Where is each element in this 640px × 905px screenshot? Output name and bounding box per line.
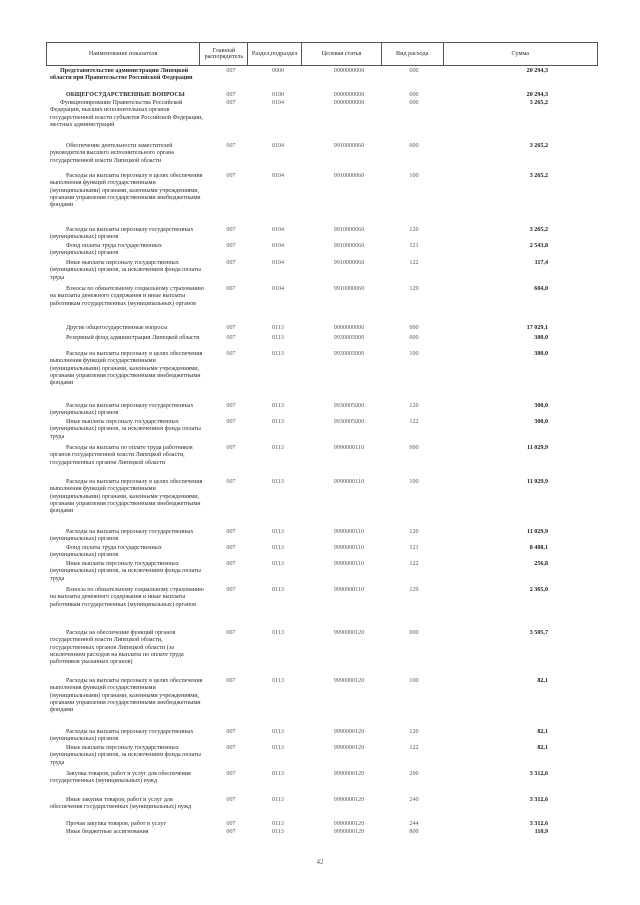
row-section: 0000 [271, 68, 285, 74]
row-sum: 11 029,9 [527, 479, 548, 485]
row-grbs: 007 [226, 227, 236, 233]
row-target: 9990000120 [333, 771, 365, 777]
row-section: 0113 [272, 419, 284, 425]
row-section: 0104 [271, 260, 285, 266]
row-exptype: 100 [409, 173, 419, 179]
header-name: Наименование показателя [47, 43, 200, 65]
row-sum: 3 265,2 [529, 173, 548, 179]
row-section: 0113 [272, 561, 284, 567]
row-sum: 2 365,0 [529, 587, 548, 593]
row-exptype: 120 [409, 227, 419, 233]
row-sum: 110,9 [534, 829, 548, 835]
row-section: 0113 [272, 479, 284, 485]
row-name: Расходы на выплаты персоналу государственных (муниципальных) органов [50, 227, 194, 241]
row-grbs: 007 [226, 286, 236, 292]
row-name: Расходы на выплаты персоналу государственных (муниципальных) органов [50, 529, 194, 543]
row-name: Расходы на выплаты по оплате труда работников органов государственной власти Липецкой области, государственных органов Липецкой области [50, 445, 193, 466]
row-sum: 20 294,3 [526, 68, 548, 74]
row-section: 0113 [272, 829, 284, 835]
row-target: 9930005000 [333, 335, 365, 341]
row-name: Закупка товаров, работ и услуг для обеспечения государственных (муниципальных) нужд [50, 771, 191, 785]
row-section: 0113 [272, 587, 284, 593]
row-sum: 604,0 [534, 286, 548, 292]
row-target: 9990000110 [333, 587, 365, 593]
row-target: 9990000110 [333, 561, 365, 567]
row-grbs: 007 [226, 445, 236, 451]
row-exptype: 120 [409, 729, 419, 735]
row-sum: 82,1 [537, 729, 548, 735]
row-target: 9910000060 [333, 260, 365, 266]
row-section: 0113 [272, 529, 284, 535]
row-target: 9910000060 [333, 243, 365, 249]
page-number: 42 [316, 858, 324, 866]
header-grbs: Главный распорядитель [200, 43, 248, 65]
row-exptype: 100 [409, 351, 419, 357]
row-grbs: 007 [226, 143, 236, 149]
row-grbs: 007 [226, 729, 236, 735]
row-name: ОБЩЕГОСУДАРСТВЕННЫЕ ВОПРОСЫ [66, 92, 185, 98]
row-grbs: 007 [226, 771, 236, 777]
row-exptype: 000 [409, 92, 419, 98]
row-sum: 3 312,6 [529, 771, 548, 777]
row-exptype: 129 [409, 587, 419, 593]
row-section: 0104 [271, 100, 285, 106]
row-name: Другие общегосударственные вопросы [66, 325, 168, 331]
row-name: Иные выплаты персоналу государственных (муниципальных) органов, за исключением фонда оплаты труда [50, 419, 201, 440]
row-sum: 82,1 [537, 745, 548, 751]
row-grbs: 007 [226, 529, 236, 535]
row-sum: 2 543,8 [529, 243, 548, 249]
row-target: 9990000110 [333, 445, 365, 451]
row-name: Иные выплаты персоналу государственных (муниципальных) органов, за исключением фонда оплаты труда [50, 561, 201, 582]
row-exptype: 240 [409, 797, 419, 803]
row-target: 9930005000 [333, 351, 365, 357]
row-sum: 117,4 [534, 260, 548, 266]
row-section: 0113 [272, 335, 284, 341]
row-target: 0000000000 [333, 100, 365, 106]
row-exptype: 000 [409, 100, 419, 106]
row-exptype: 000 [409, 445, 419, 451]
row-grbs: 007 [226, 243, 236, 249]
row-exptype: 122 [409, 419, 419, 425]
row-exptype: 800 [409, 829, 419, 835]
row-target: 0000000000 [333, 325, 365, 331]
row-target: 9990000120 [333, 745, 365, 751]
row-target: 9990000110 [333, 529, 365, 535]
row-sum: 300,0 [534, 403, 548, 409]
row-grbs: 007 [226, 419, 236, 425]
row-name: Резервный фонд администрации Липецкой области [66, 335, 200, 341]
row-sum: 256,8 [534, 561, 548, 567]
row-sum: 11 029,9 [527, 445, 548, 451]
row-sum: 3 312,6 [529, 821, 548, 827]
row-section: 0113 [272, 545, 284, 551]
row-name: Расходы на выплаты персоналу в целях обеспечения выполнения функций государственными (муниципальными) органами, казенными учреждениями, органами управления государственными внебюджетными фондами [50, 479, 203, 515]
row-name: Иные закупки товаров, работ и услуг для обеспечения государственных (муниципальных) нужд [50, 797, 192, 811]
header-exptype: Вид расхода [382, 43, 444, 65]
row-grbs: 007 [226, 260, 236, 266]
row-grbs: 007 [226, 678, 236, 684]
row-sum: 3 265,2 [529, 143, 548, 149]
row-section: 0113 [272, 745, 284, 751]
row-name: Иные бюджетные ассигнования [66, 829, 149, 835]
row-sum: 300,0 [534, 335, 548, 341]
row-target: 9910000060 [333, 286, 365, 292]
row-name: Фонд оплаты труда государственных (муниципальных) органов [50, 545, 162, 559]
row-section: 0113 [272, 821, 284, 827]
row-grbs: 007 [226, 545, 236, 551]
row-exptype: 000 [409, 68, 419, 74]
header-sum: Сумма [511, 49, 530, 57]
row-grbs: 007 [226, 821, 236, 827]
row-exptype: 244 [409, 821, 419, 827]
row-grbs: 007 [226, 92, 236, 98]
row-grbs: 007 [226, 325, 236, 331]
row-sum: 17 029,1 [526, 325, 548, 331]
row-grbs: 007 [226, 173, 236, 179]
row-target: 9990000120 [333, 821, 365, 827]
row-grbs: 007 [226, 68, 236, 74]
row-sum: 11 029,9 [527, 529, 548, 535]
row-target: 9930005000 [333, 403, 365, 409]
row-target: 9990000120 [333, 829, 365, 835]
row-exptype: 100 [409, 678, 419, 684]
row-exptype: 000 [409, 143, 419, 149]
row-section: 0104 [271, 286, 285, 292]
row-section: 0113 [272, 403, 284, 409]
row-grbs: 007 [226, 561, 236, 567]
row-sum: 3 312,6 [529, 797, 548, 803]
row-grbs: 007 [226, 797, 236, 803]
row-section: 0104 [271, 243, 285, 249]
row-name: Расходы на выплаты персоналу государственных (муниципальных) органов [50, 729, 194, 743]
row-target: 9990000120 [333, 630, 365, 636]
row-sum: 300,0 [534, 419, 548, 425]
row-name: Взносы по обязательному социальному страхованию на выплаты денежного содержания и иные выплаты работникам государственных (муниципальных) органов [50, 587, 204, 608]
row-sum: 3 505,7 [529, 630, 548, 636]
row-exptype: 100 [409, 479, 419, 485]
row-section: 0100 [271, 92, 285, 98]
row-name: Обеспечение деятельности заместителей руководителя высшего исполнительного органа государственной власти Липецкой области [50, 143, 174, 164]
row-exptype: 122 [409, 260, 419, 266]
row-target: 9990000120 [333, 678, 365, 684]
row-sum: 3 265,2 [529, 227, 548, 233]
row-section: 0104 [271, 173, 285, 179]
row-sum: 20 294,3 [526, 92, 548, 98]
row-name: Прочая закупка товаров, работ и услуг [66, 821, 167, 827]
row-exptype: 122 [409, 745, 419, 751]
row-section: 0104 [271, 227, 285, 233]
row-name: Представительство администрации Липецкой области при Правительстве Российской Федерации [50, 68, 193, 82]
row-name: Иные выплаты персоналу государственных (муниципальных) органов, за исключением фонда оплаты труда [50, 745, 201, 766]
row-grbs: 007 [226, 100, 236, 106]
row-grbs: 007 [226, 829, 236, 835]
row-grbs: 007 [226, 335, 236, 341]
row-target: 9990000120 [333, 797, 365, 803]
row-sum: 82,1 [537, 678, 548, 684]
row-exptype: 000 [409, 335, 419, 341]
row-section: 0113 [272, 630, 284, 636]
row-name: Расходы на выплаты персоналу в целях обеспечения выполнения функций государственными (муниципальными) органами, казенными учреждениями, органами управления государственными внебюджетными фондами [50, 173, 203, 209]
row-exptype: 200 [409, 771, 419, 777]
row-target: 9910000060 [333, 227, 365, 233]
row-section: 0113 [272, 729, 284, 735]
row-section: 0113 [272, 325, 284, 331]
row-grbs: 007 [226, 403, 236, 409]
row-name: Расходы на выплаты персоналу в целях обеспечения выполнения функций государственными (муниципальными) органами, казенными учреждениями, органами управления государственными внебюджетными фондами [50, 678, 203, 714]
row-grbs: 007 [226, 745, 236, 751]
row-exptype: 120 [409, 403, 419, 409]
row-section: 0104 [271, 143, 285, 149]
row-target: 9990000120 [333, 729, 365, 735]
row-exptype: 121 [409, 243, 419, 249]
row-section: 0113 [272, 445, 284, 451]
row-target: 9930005000 [333, 419, 365, 425]
row-exptype: 000 [409, 630, 419, 636]
row-section: 0113 [272, 771, 284, 777]
row-name: Фонд оплаты труда государственных (муниципальных) органов [50, 243, 162, 257]
row-name: Расходы на выплаты персоналу государственных (муниципальных) органов [50, 403, 194, 417]
row-name: Иные выплаты персоналу государственных (муниципальных) органов, за исключением фонда оплаты труда [50, 260, 201, 281]
row-sum: 8 408,1 [529, 545, 548, 551]
row-grbs: 007 [226, 479, 236, 485]
row-target: 9910000060 [333, 143, 365, 149]
row-section: 0113 [272, 797, 284, 803]
row-target: 0000000000 [333, 92, 365, 98]
row-name: Расходы на обеспечение функций органов государственной власти Липецкой области, государственных органов Липецкой области (за исключением расходов на выплаты по оплате труда работников указанных органов) [50, 630, 184, 666]
row-target: 9990000110 [333, 479, 365, 485]
header-target: Целевая статья [302, 43, 382, 65]
row-exptype: 000 [409, 325, 419, 331]
row-grbs: 007 [226, 630, 236, 636]
row-section: 0113 [272, 678, 284, 684]
row-target: 9910000060 [333, 173, 365, 179]
row-sum: 3 265,2 [529, 100, 548, 106]
row-exptype: 122 [409, 561, 419, 567]
row-name: Функционирование Правительства Российской Федерации, высших исполнительных органов государственной власти субъектов Российской Федерации, местных администраций [50, 100, 203, 128]
row-section: 0113 [272, 351, 284, 357]
row-exptype: 121 [409, 545, 419, 551]
row-grbs: 007 [226, 351, 236, 357]
row-target: 9990000110 [333, 545, 365, 551]
row-grbs: 007 [226, 587, 236, 593]
row-exptype: 120 [409, 529, 419, 535]
row-sum: 300,0 [534, 351, 548, 357]
row-name: Расходы на выплаты персоналу в целях обеспечения выполнения функций государственными (муниципальными) органами, казенными учреждениями, органами управления государственными внебюджетными фондами [50, 351, 203, 387]
header-section: Раздел,подраздел [248, 43, 302, 65]
row-target: 0000000000 [333, 68, 365, 74]
table-header [46, 42, 598, 66]
row-name: Взносы по обязательному социальному страхованию на выплаты денежного содержания и иные выплаты работникам государственных (муниципальных) органов [50, 286, 204, 307]
row-exptype: 129 [409, 286, 419, 292]
